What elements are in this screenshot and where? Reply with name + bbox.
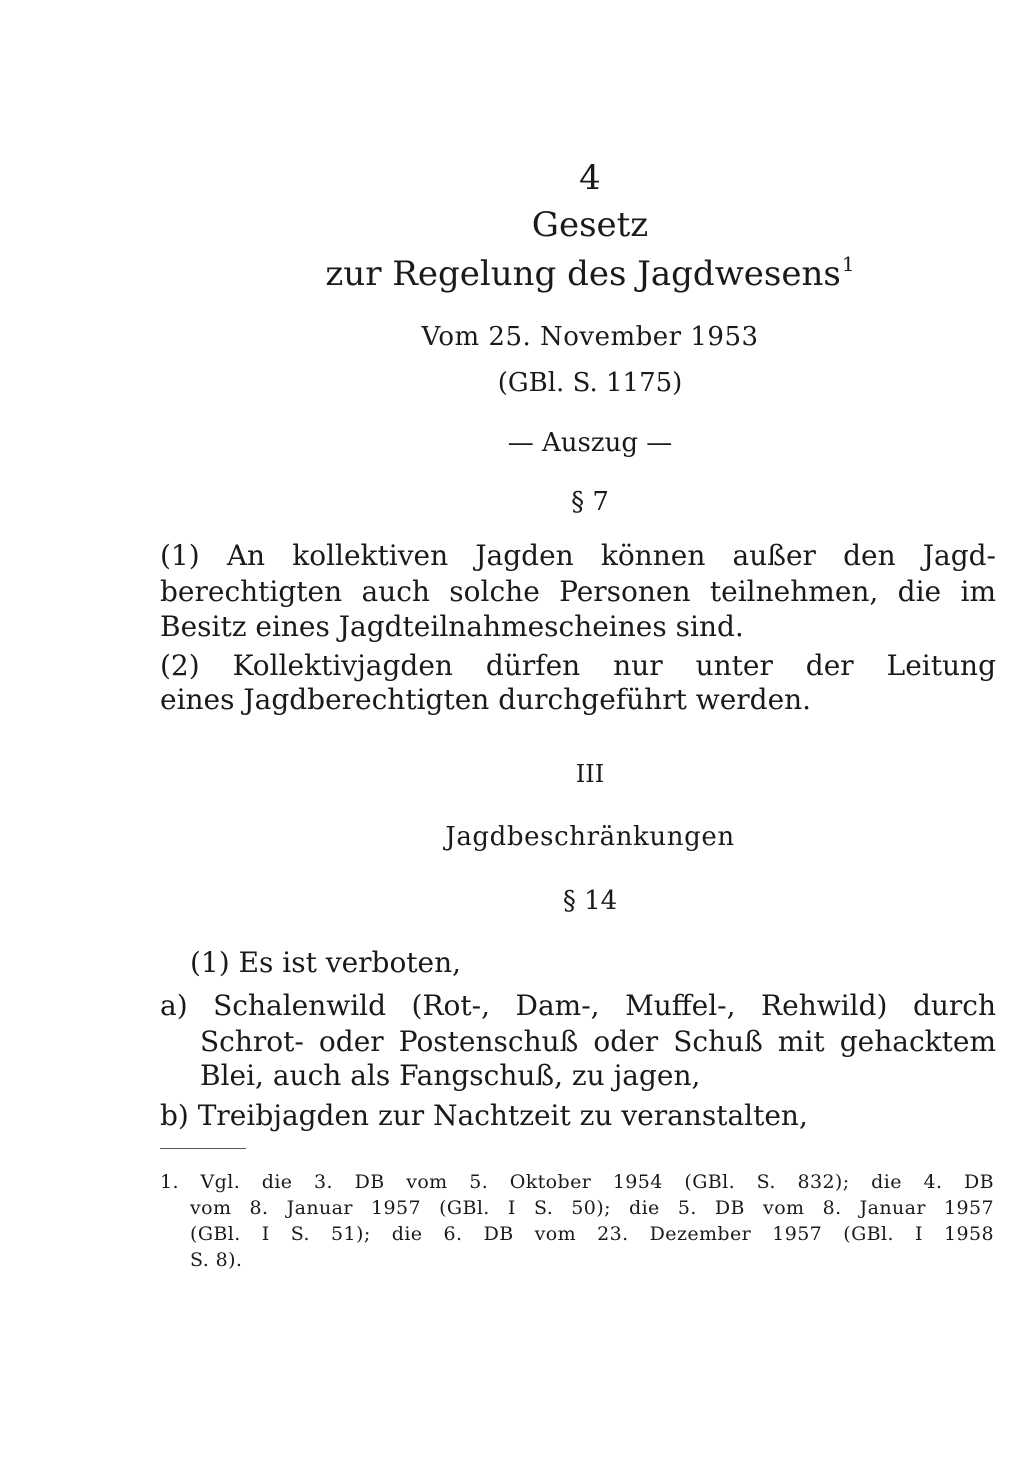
- item-a-line-1: a) Schalenwild (Rot-, Dam-, Muffel-, Rehwild) durch: [160, 989, 996, 1022]
- section-7-p1-line-2: berechtigten auch solche Personen teilnehmen, die im: [160, 575, 996, 608]
- law-title-line-2: [170, 252, 1010, 294]
- section-14-label: § 14: [562, 886, 618, 916]
- footnote-line-4: S. 8).: [190, 1249, 243, 1271]
- footnote-separator: [160, 1148, 246, 1149]
- gazette-reference: (GBl. S. 1175): [497, 368, 683, 398]
- footnote-marker: 1: [841, 252, 855, 276]
- item-a-line-3: Blei, auch als Fangschuß, zu jagen,: [200, 1059, 701, 1092]
- footnote-line-2: vom 8. Januar 1957 (GBl. I S. 50); die 5. DB vom 8. Januar 1957: [190, 1197, 994, 1219]
- excerpt-note: — Auszug —: [507, 428, 673, 458]
- section-7-label: § 7: [571, 487, 609, 517]
- law-title-text: zur Regelung des Jagdwesens: [325, 254, 841, 294]
- law-date: Vom 25. November 1953: [421, 322, 759, 352]
- item-b: b) Treibjagden zur Nachtzeit zu veranstalten,: [160, 1099, 808, 1132]
- chapter-title: Jagdbeschränkungen: [445, 822, 735, 852]
- footnote-line-3: (GBl. I S. 51); die 6. DB vom 23. Dezember 1957 (GBl. I 1958: [190, 1223, 994, 1245]
- section-14-intro: (1) Es ist verboten,: [190, 946, 462, 979]
- section-7-p2-line-1: (2) Kollektivjagden dürfen nur unter der Leitung: [160, 649, 996, 682]
- section-7-p1-line-3: Besitz eines Jagdteilnahmescheines sind.: [160, 610, 744, 643]
- section-7-p2-line-2: eines Jagdberechtigten durchgeführt werden.: [160, 683, 812, 716]
- chapter-number: III: [575, 760, 605, 788]
- footnote-line-1: 1. Vgl. die 3. DB vom 5. Oktober 1954 (GBl. S. 832); die 4. DB: [160, 1171, 994, 1193]
- section-7-p1-line-1: (1) An kollektiven Jagden können außer den Jagd-: [160, 539, 996, 572]
- law-title-line-1: Gesetz: [531, 205, 649, 245]
- law-number: 4: [579, 158, 601, 198]
- item-a-line-2: Schrot- oder Postenschuß oder Schuß mit gehacktem: [200, 1025, 996, 1058]
